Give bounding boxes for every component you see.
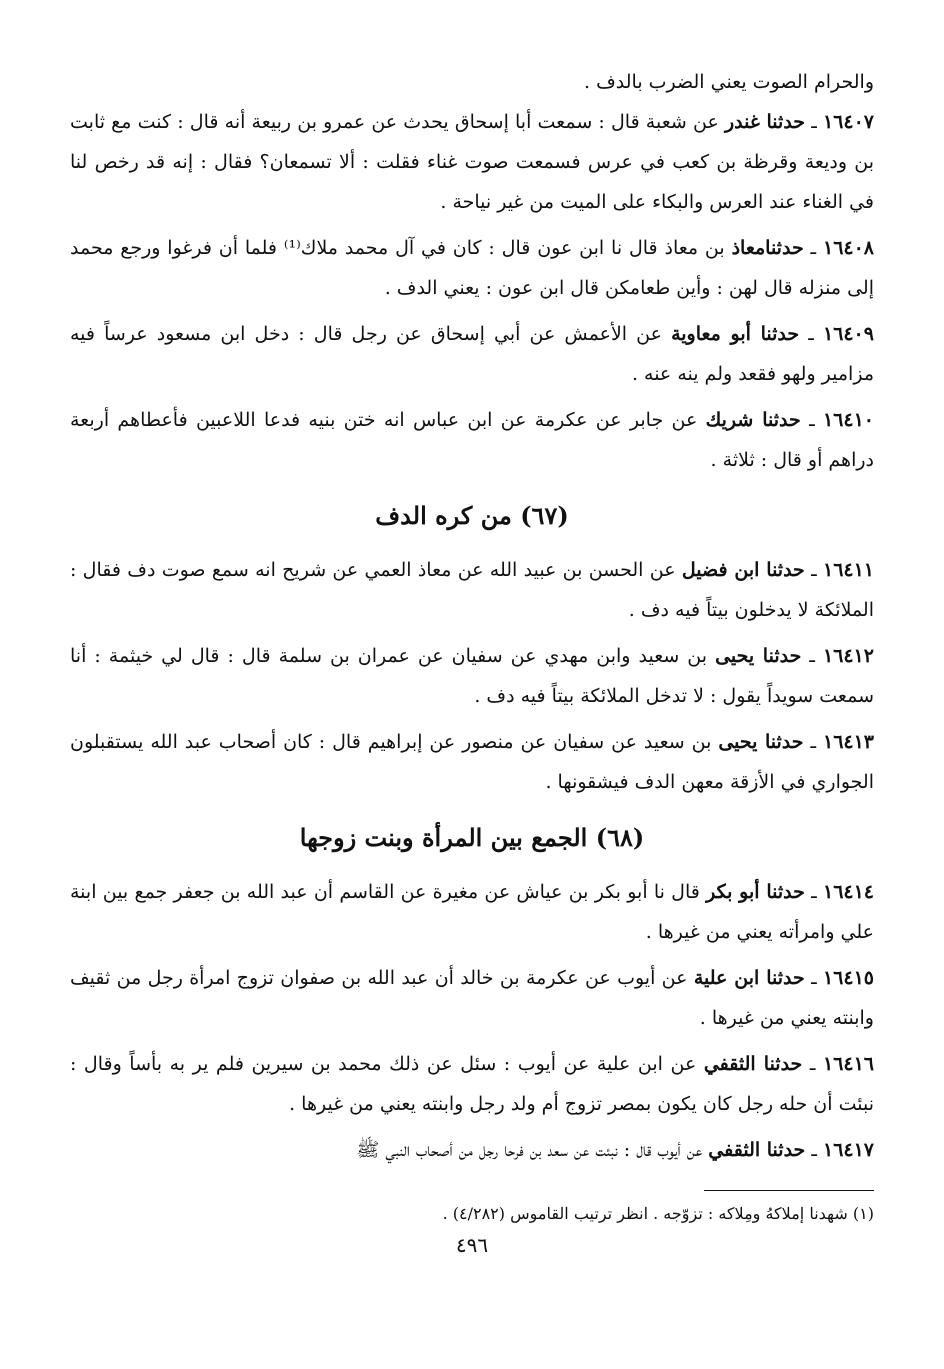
hadith-number: ١٦٤١٤ (822, 881, 875, 903)
dash: ـ (809, 645, 815, 667)
footnote: (١) شهدنا إملاكهُ ومِلاكه : تزوّجه . انظر ترتيب القاموس (٤/٢٨٢) . (442, 1204, 874, 1223)
hadith-number: ١٦٤١٣ (822, 731, 875, 753)
hadith-number: ١٦٤٠٧ (822, 111, 874, 133)
hadith-number: ١٦٤١٠ (822, 409, 874, 431)
hadith-16416 (70, 1044, 874, 1124)
hadith-head: حدثنا غندر (724, 111, 806, 133)
hadith-head: حدثنا ابن فضيل (681, 559, 805, 581)
hadith-text: عن جابر عن عكرمة عن ابن عباس انه ختن بنيه فدعا اللاعبين فأعطاهم أربعة دراهم أو قال : ثلاثة . (70, 409, 874, 471)
section-heading-67: (٦٧) من كره الدف (375, 501, 569, 530)
dash: ـ (809, 409, 815, 431)
hadith-text: عن أيوب عن عكرمة بن خالد أن عبد الله بن صفوان تزوج امرأة رجل من ثقيف وابنته يعني من غيرها . (70, 967, 874, 1029)
hadith-16411 (70, 550, 874, 630)
hadith-head: حدثنا أبو بكر (706, 881, 805, 903)
hadith-16417 (70, 1130, 874, 1170)
hadith-16413 (70, 722, 874, 802)
dash: ـ (808, 323, 814, 345)
hadith-number: ١٦٤١٧ (822, 1139, 874, 1161)
hadith-text: عن الأعمش عن أبي إسحاق عن رجل قال : دخل ابن مسعود عرساً فيه مزامير ولهو فقعد ولم ينه عنه . (70, 323, 874, 385)
dash: ـ (811, 111, 817, 133)
hadith-text: عن شعبة قال : سمعت أبا إسحاق يحدث عن عمرو بن ربيعة أنه قال : كنت مع ثابت بن وديعة وقرظة بن كعب في عرس فسمعت صوت غناء فقلت : ألا تسمعان؟ فقال : إنه قد رخص لنا في الغناء عند العرس والبكاء على الميت من غير نياحة . (70, 111, 874, 213)
dash: ـ (811, 559, 817, 581)
hadith-text: بن سعيد عن سفيان عن منصور عن إبراهيم قال : كان أصحاب عبد الله يستقبلون الجواري في الأزقة معهن الدف فيشقونها . (70, 731, 874, 793)
hadith-16414 (70, 872, 874, 952)
hadith-text: عن أيوب قال : نبئت عن سعد بن فرحا رجل من أصحاب النبي ﷺ (356, 1139, 703, 1161)
hadith-text: بن معاذ قال نا ابن عون قال : كان في آل محمد ملاك⁽¹⁾ فلما أن فرغوا ورجع محمد إلى منزله قال لهن : وأين طعامكن قال ابن عون : يعني الدف . (70, 237, 874, 299)
hadith-16410 (70, 400, 874, 480)
hadith-number: ١٦٤٠٨ (822, 237, 875, 259)
hadith-number: ١٦٤١١ (822, 559, 875, 581)
hadith-number: ١٦٤٠٩ (822, 323, 874, 345)
book-page (70, 62, 874, 1257)
dash: ـ (811, 881, 817, 903)
hadith-16415 (70, 958, 874, 1038)
hadith-head: حدثنا يحيى (715, 645, 802, 667)
section-heading-68: (٦٨) الجمع بين المرأة وبنت زوجها (299, 823, 645, 852)
intro-line: والحرام الصوت يعني الضرب بالدف . (584, 71, 874, 93)
hadith-text: عن ابن علية عن أيوب : سئل عن ذلك محمد بن سيرين فلم ير به بأساً وقال : نبئت أن حله رجل كان يكون بمصر تزوج أم ولد رجل وابنته يعني من غيرها . (70, 1053, 874, 1115)
hadith-16412 (70, 636, 874, 716)
hadith-head: حدثنا يحيى (718, 731, 804, 753)
dash: ـ (810, 237, 817, 259)
hadith-head: حدثنا الثقفي (708, 1139, 806, 1161)
hadith-text: قال نا أبو بكر بن عياش عن مغيرة عن القاسم أن عبد الله بن جعفر جمع بين ابنة علي وامرأته يعني من غيرها . (70, 881, 874, 943)
hadith-head: حدثنا أبو معاوية (671, 323, 800, 345)
hadith-head: حدثنا الثقفي (703, 1053, 803, 1075)
hadith-head: حدثنامعاذ (731, 237, 804, 259)
dash: ـ (810, 731, 817, 753)
footnote-divider (704, 1190, 874, 1191)
hadith-number: ١٦٤١٢ (822, 645, 874, 667)
dash: ـ (811, 967, 817, 989)
hadith-number: ١٦٤١٥ (822, 967, 874, 989)
hadith-16409 (70, 314, 874, 394)
hadith-16407 (70, 102, 874, 222)
hadith-16408 (70, 228, 874, 308)
hadith-head: حدثنا شريك (705, 409, 801, 431)
dash: ـ (809, 1053, 816, 1075)
hadith-text: بن سعيد وابن مهدي عن سفيان عن عمران بن سلمة قال : قال لي خيثمة : أنا سمعت سويداً يقول : لا تدخل الملائكة بيتاً فيه دف . (70, 645, 874, 707)
page-number: ٤٩٦ (455, 1233, 489, 1257)
hadith-text: عن الحسن بن عبيد الله عن معاذ العمي عن شريح انه سمع صوت دف فقال : الملائكة لا يدخلون بيتاً فيه دف . (70, 559, 874, 621)
hadith-head: حدثنا ابن علية (693, 967, 805, 989)
dash: ـ (811, 1139, 817, 1161)
hadith-number: ١٦٤١٦ (822, 1053, 874, 1075)
